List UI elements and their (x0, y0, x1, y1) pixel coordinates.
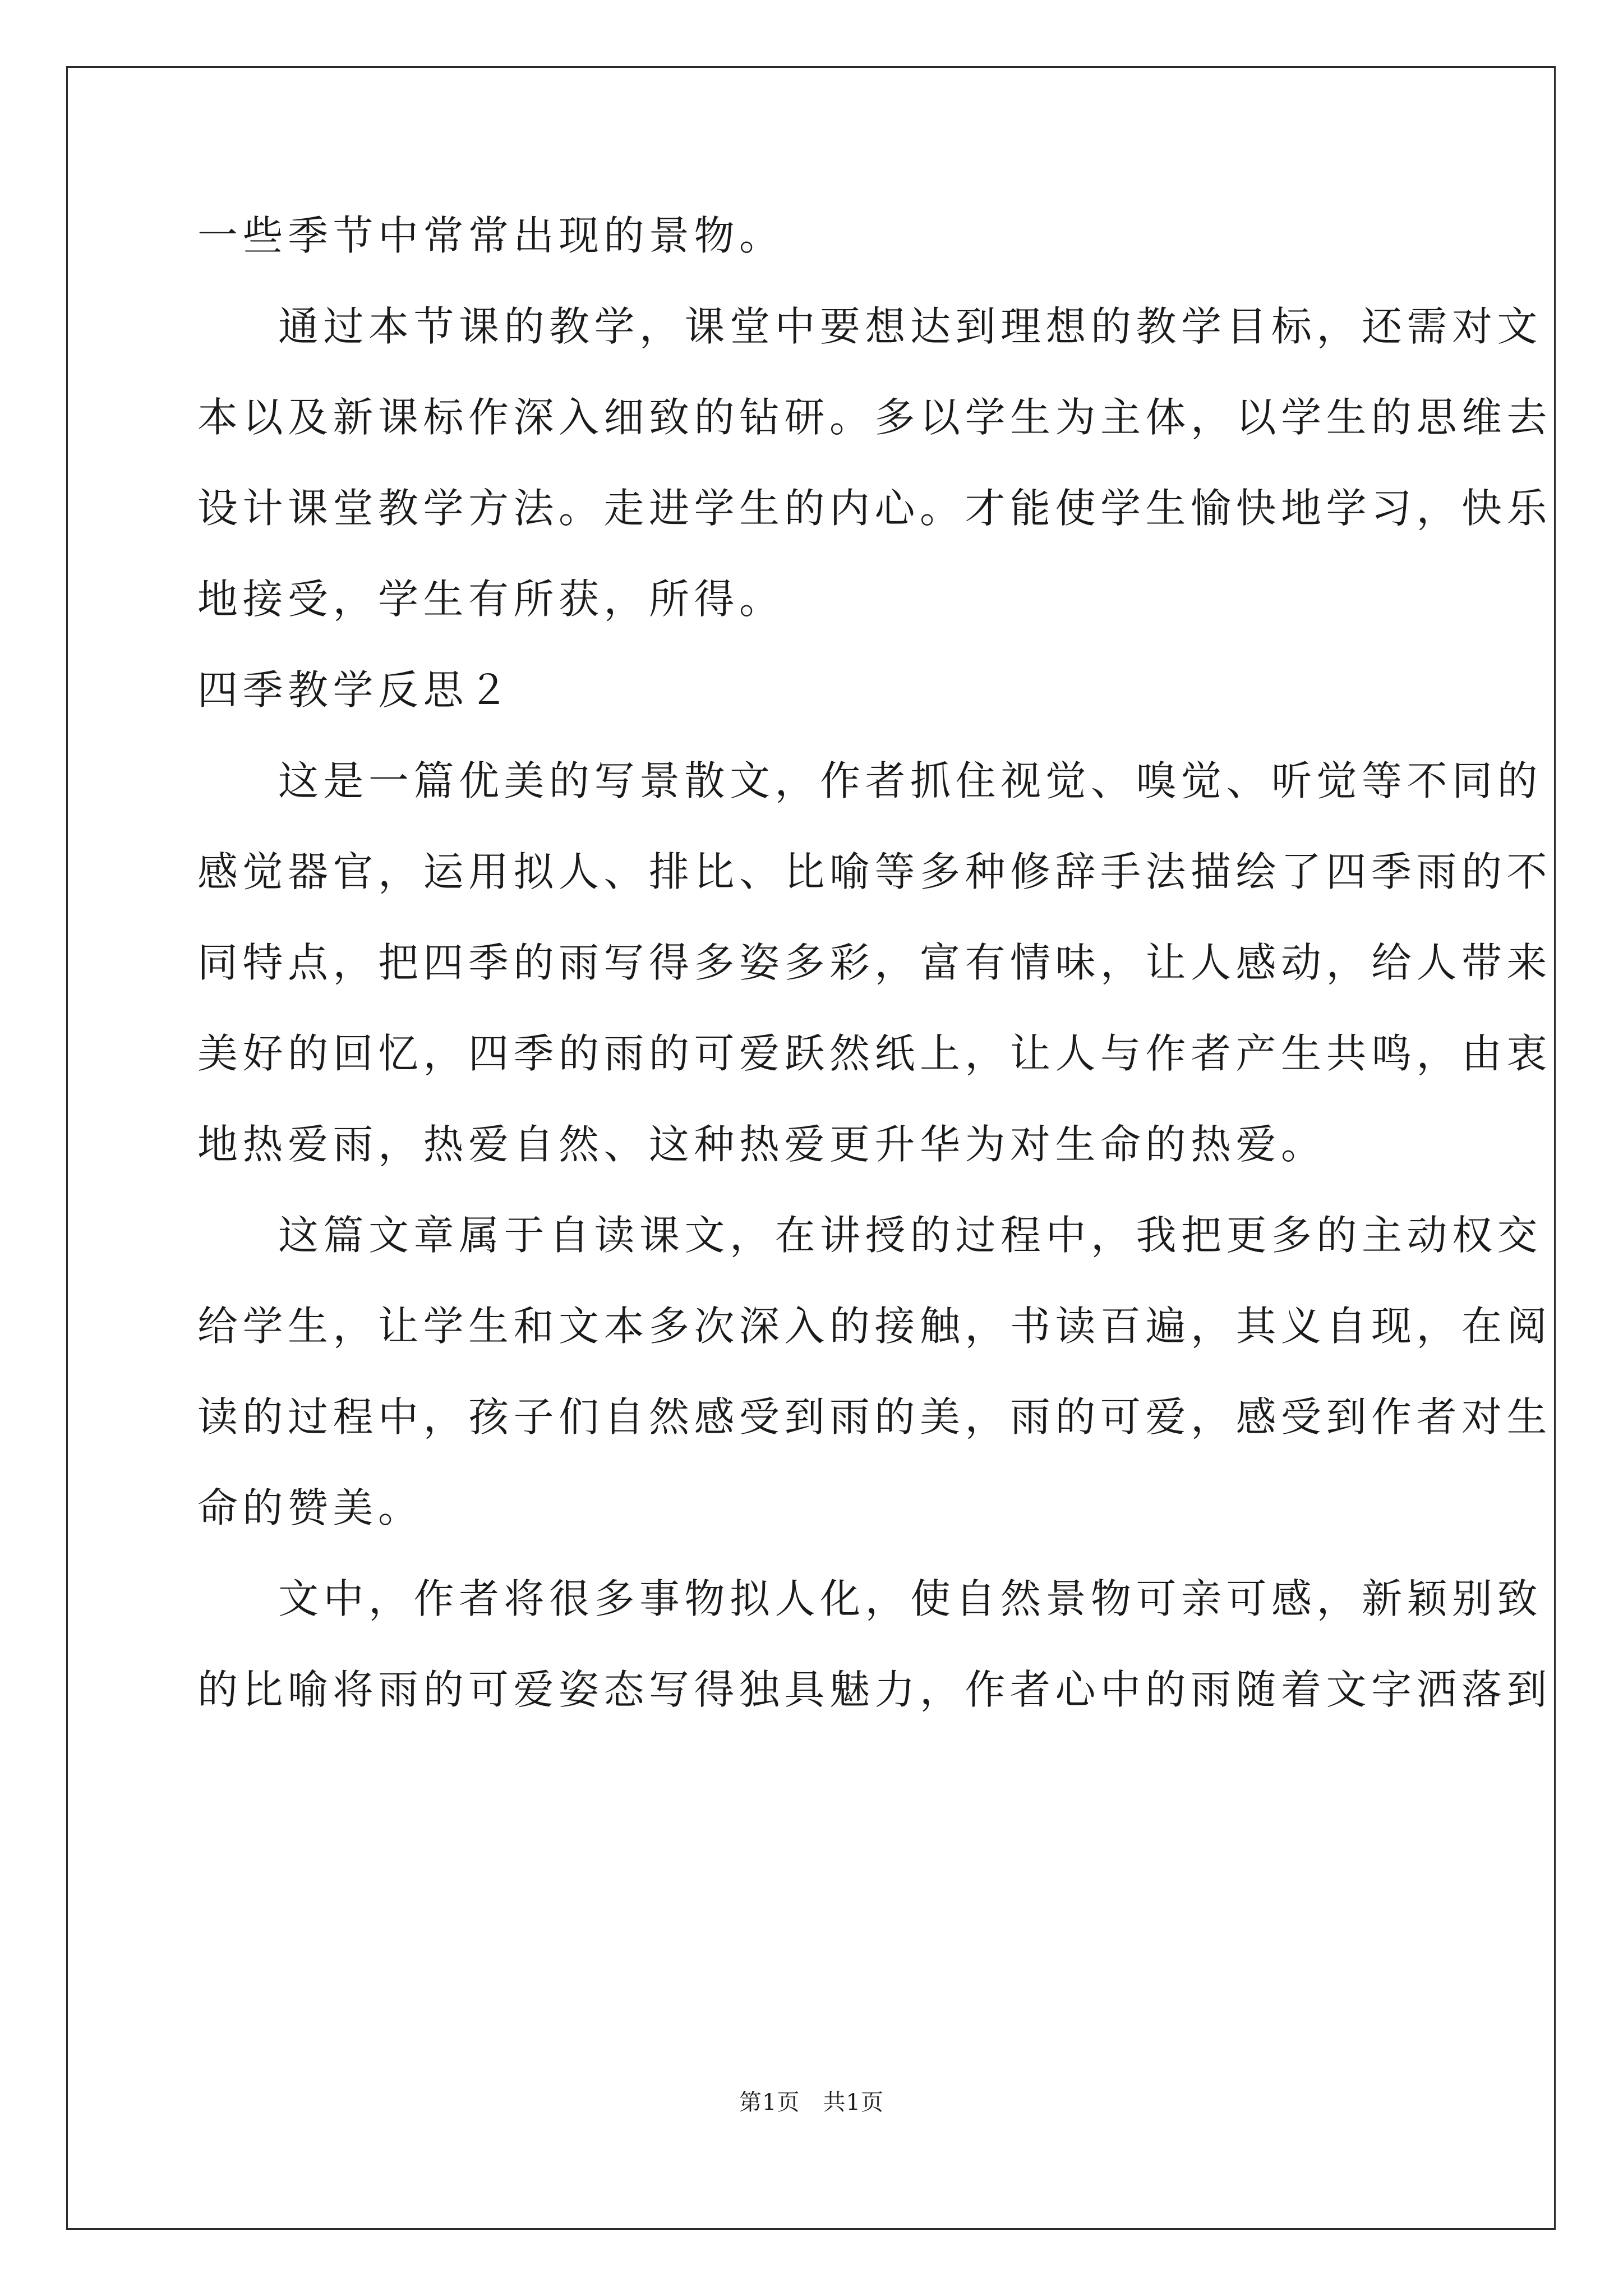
section-heading: 四季教学反思２ (197, 666, 514, 714)
text-line: 本以及新课标作深入细致的钻研。多以学生为主体，以学生的思维去 (197, 394, 1552, 441)
text-line: 一些季节中常常出现的景物。 (197, 212, 785, 259)
text-line: 感觉器官，运用拟人、排比、比喻等多种修辞手法描绘了四季雨的不 (197, 848, 1552, 895)
text-line: 设计课堂教学方法。走进学生的内心。才能使学生愉快地学习，快乐 (197, 485, 1552, 532)
paragraph-first-line: 这篇文章属于自读课文，在讲授的过程中，我把更多的主动权交 (278, 1212, 1543, 1259)
paragraph-first-line: 这是一篇优美的写景散文，作者抓住视觉、嗅觉、听觉等不同的 (278, 757, 1543, 804)
text-line: 美好的回忆，四季的雨的可爱跃然纸上，让人与作者产生共鸣，由衷 (197, 1030, 1552, 1077)
text-line: 同特点，把四季的雨写得多姿多彩，富有情味，让人感动，给人带来 (197, 939, 1552, 986)
text-line: 地接受，学生有所获，所得。 (197, 576, 785, 623)
text-line: 命的赞美。 (197, 1484, 423, 1531)
paragraph-first-line: 文中，作者将很多事物拟人化，使自然景物可亲可感，新颖别致 (278, 1575, 1543, 1622)
text-line: 读的过程中，孩子们自然感受到雨的美，雨的可爱，感受到作者对生 (197, 1393, 1552, 1441)
paragraph-first-line: 通过本节课的教学，课堂中要想达到理想的教学目标，还需对文 (278, 303, 1543, 350)
text-line: 地热爱雨，热爱自然、这种热爱更升华为对生命的热爱。 (197, 1121, 1326, 1168)
text-line: 的比喻将雨的可爱姿态写得独具魅力，作者心中的雨随着文字洒落到 (197, 1666, 1552, 1713)
page-number-footer: 第1页 共1页 (739, 2090, 884, 2115)
text-line: 给学生，让学生和文本多次深入的接触，书读百遍，其义自现，在阅 (197, 1303, 1552, 1350)
